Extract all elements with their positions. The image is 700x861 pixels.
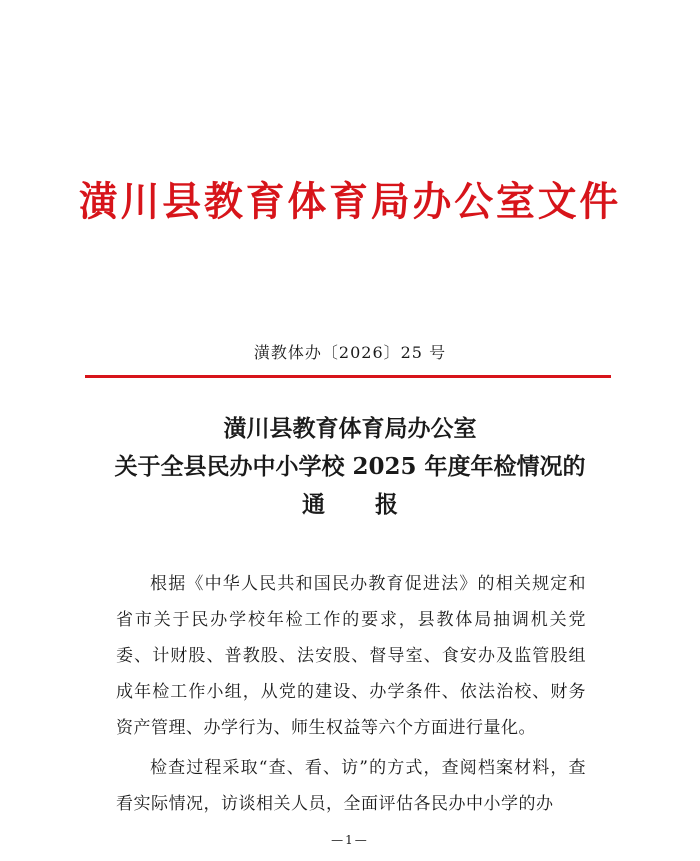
document-body	[116, 566, 586, 822]
red-divider-line	[85, 375, 611, 378]
notice-title	[0, 410, 700, 524]
document-number: 潢教体办〔2026〕25 号	[253, 343, 447, 362]
body-paragraph-2: 检查过程采取“查、看、访”的方式，查阅档案材料，查看实际情况，访谈相关人员，全面评估各民办中小学的办	[116, 758, 586, 814]
notice-title-line-2: 关于全县民办中小学校 2025 年度年检情况的	[114, 453, 586, 480]
notice-title-line-3: 通报	[302, 491, 448, 518]
page-number: —1—	[331, 833, 369, 847]
document-header-title: 潢川县教育体育局办公室文件	[78, 178, 622, 225]
body-paragraph-1: 根据《中华人民共和国民办教育促进法》的相关规定和省市关于民办学校年检工作的要求，县教体局抽调机关党委、计财股、普教股、法安股、督导室、食安办及监管股组成年检工作小组，从党的建设、办学条件、依法治校、财务资产管理、办学行为、师生权益等六个方面进行量化。	[116, 574, 586, 738]
notice-title-line-1: 潢川县教育体育局办公室	[223, 415, 477, 442]
